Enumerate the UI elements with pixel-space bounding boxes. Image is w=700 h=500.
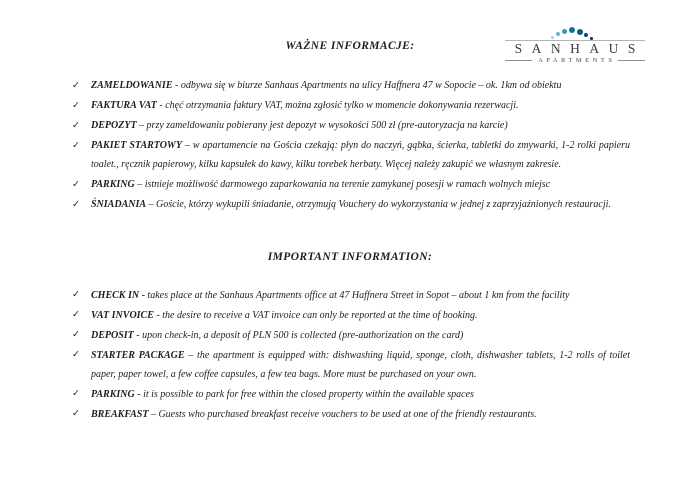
- list-item: [72, 77, 630, 96]
- item-description: w apartamencie na Gościa czekają: płyn do naczyń, gąbka, ścierka, tabletki do zmywarki, 1-2 rolki papieru toalet., ręcznik papierowy, kilku kapsułek do kawy, kilku torebek herbaty. Więcej należy zakupić we własnym zakresie.: [91, 140, 630, 170]
- item-description: the desire to receive a VAT invoice can only be reported at the time of booking.: [162, 310, 478, 321]
- list-item: [72, 306, 630, 325]
- logo-dot: [569, 27, 575, 33]
- logo-dots-arc-icon: [505, 26, 645, 40]
- checkmark-icon: ✓: [72, 290, 80, 300]
- list-item: [72, 286, 630, 305]
- checkmark-icon: ✓: [72, 409, 80, 420]
- logo-dot: [551, 36, 554, 39]
- checkmark-icon: ✓: [72, 350, 80, 360]
- item-description: Goście, którzy wykupili śniadanie, otrzymują Vouchery do wykorzystania w jednej z zaprzyjaźnionych restauracji.: [156, 198, 611, 210]
- item-description: it is possible to park for free within the closed property within the available spaces: [143, 389, 474, 401]
- item-description: istnieje możliwość darmowego zaparkowania na terenie zamykanej posesji w ramach wolnych miejsc: [144, 178, 551, 190]
- item-separator: -: [134, 389, 144, 401]
- item-text: [91, 286, 630, 305]
- checkmark-icon: ✓: [72, 81, 80, 91]
- item-term: PARKING: [91, 178, 135, 190]
- checkmark-icon: ✓: [72, 310, 80, 320]
- logo-subtitle: APARTMENTS: [538, 57, 616, 64]
- item-text: [91, 137, 630, 174]
- item-term: VAT INVOICE: [91, 310, 154, 321]
- list-item: [72, 176, 630, 195]
- item-description: the apartment is equipped with: dishwashing liquid, sponge, cloth, dishwasher tablets, 1-2 rolls of toilet paper, paper towel, a few coffee capsules, a few tea bags. More must be purchased on your own.: [91, 350, 631, 381]
- logo-subtitle-row: [505, 57, 645, 64]
- item-term: DEPOSIT: [91, 330, 134, 341]
- item-text: [91, 306, 630, 325]
- checkmark-icon: ✓: [72, 199, 80, 210]
- item-separator: –: [184, 350, 198, 361]
- item-separator: –: [146, 198, 157, 210]
- item-description: przy zameldowaniu pobierany jest depozyt w wysokości 500 zł (pre-autoryzacja na karcie): [146, 120, 508, 131]
- checkmark-icon: ✓: [72, 121, 80, 131]
- item-separator: -: [156, 100, 166, 111]
- item-text: [91, 385, 630, 404]
- item-separator: –: [148, 409, 159, 421]
- item-text: [91, 97, 630, 116]
- checkmark-icon: ✓: [72, 101, 80, 111]
- item-separator: –: [136, 120, 147, 131]
- item-term: PARKING: [91, 389, 135, 401]
- item-text: [91, 346, 630, 384]
- info-list-english: [72, 286, 630, 425]
- logo-brand-name: SANHAUS: [505, 40, 645, 56]
- checkmark-icon: ✓: [72, 389, 80, 400]
- item-term: BREAKFAST: [91, 409, 149, 421]
- item-description: odbywa się w biurze Sanhaus Apartments na ulicy Haffnera 47 w Sopocie – ok. 1km od obiektu: [180, 80, 562, 91]
- item-text: [91, 176, 630, 195]
- item-term: PAKIET STARTOWY: [91, 140, 182, 151]
- item-term: FAKTURA VAT: [91, 100, 157, 111]
- checkmark-icon: ✓: [72, 330, 80, 340]
- logo-dot: [577, 29, 583, 35]
- item-separator: -: [172, 80, 181, 91]
- list-item: [72, 117, 630, 136]
- item-term: STARTER PACKAGE: [91, 350, 185, 361]
- item-description: chęć otrzymania faktury VAT, można zgłosić tylko w momencie dokonywania rezerwacji.: [165, 100, 519, 111]
- logo-dot: [562, 29, 567, 34]
- item-term: CHECK IN: [91, 290, 140, 301]
- logo-dot: [584, 33, 588, 37]
- item-separator: –: [134, 178, 145, 190]
- section-title-polish: WAŻNE INFORMACJE:: [285, 40, 415, 52]
- item-description: Guests who purchased breakfast receive vouchers to be used at one of the friendly restaurants.: [158, 409, 537, 421]
- logo-dot: [556, 32, 560, 36]
- list-item: [72, 346, 630, 384]
- checkmark-icon: ✓: [72, 141, 80, 151]
- item-description: upon check-in, a deposit of PLN 500 is collected (pre-authorization on the card): [142, 330, 464, 341]
- list-item: [72, 97, 630, 116]
- item-separator: -: [153, 310, 163, 321]
- list-item: [72, 405, 630, 424]
- list-item: [72, 326, 630, 345]
- list-item: [72, 137, 630, 174]
- item-text: [91, 405, 630, 424]
- checkmark-icon: ✓: [72, 179, 80, 190]
- item-text: [91, 196, 630, 215]
- item-term: ŚNIADANIA: [91, 198, 147, 210]
- item-term: ZAMELDOWANIE: [91, 80, 173, 91]
- item-term: DEPOZYT: [91, 120, 137, 131]
- item-separator: –: [181, 140, 193, 151]
- item-text: [91, 77, 630, 96]
- section-title-english: IMPORTANT INFORMATION:: [267, 251, 433, 263]
- item-text: [91, 326, 630, 345]
- item-separator: -: [139, 290, 148, 301]
- item-description: takes place at the Sanhaus Apartments office at 47 Haffnera Street in Sopot – about 1 km from the facility: [147, 290, 570, 301]
- item-separator: -: [133, 330, 143, 341]
- info-list-polish: [72, 77, 630, 216]
- item-text: [91, 117, 630, 136]
- list-item: [72, 385, 630, 404]
- list-item: [72, 196, 630, 215]
